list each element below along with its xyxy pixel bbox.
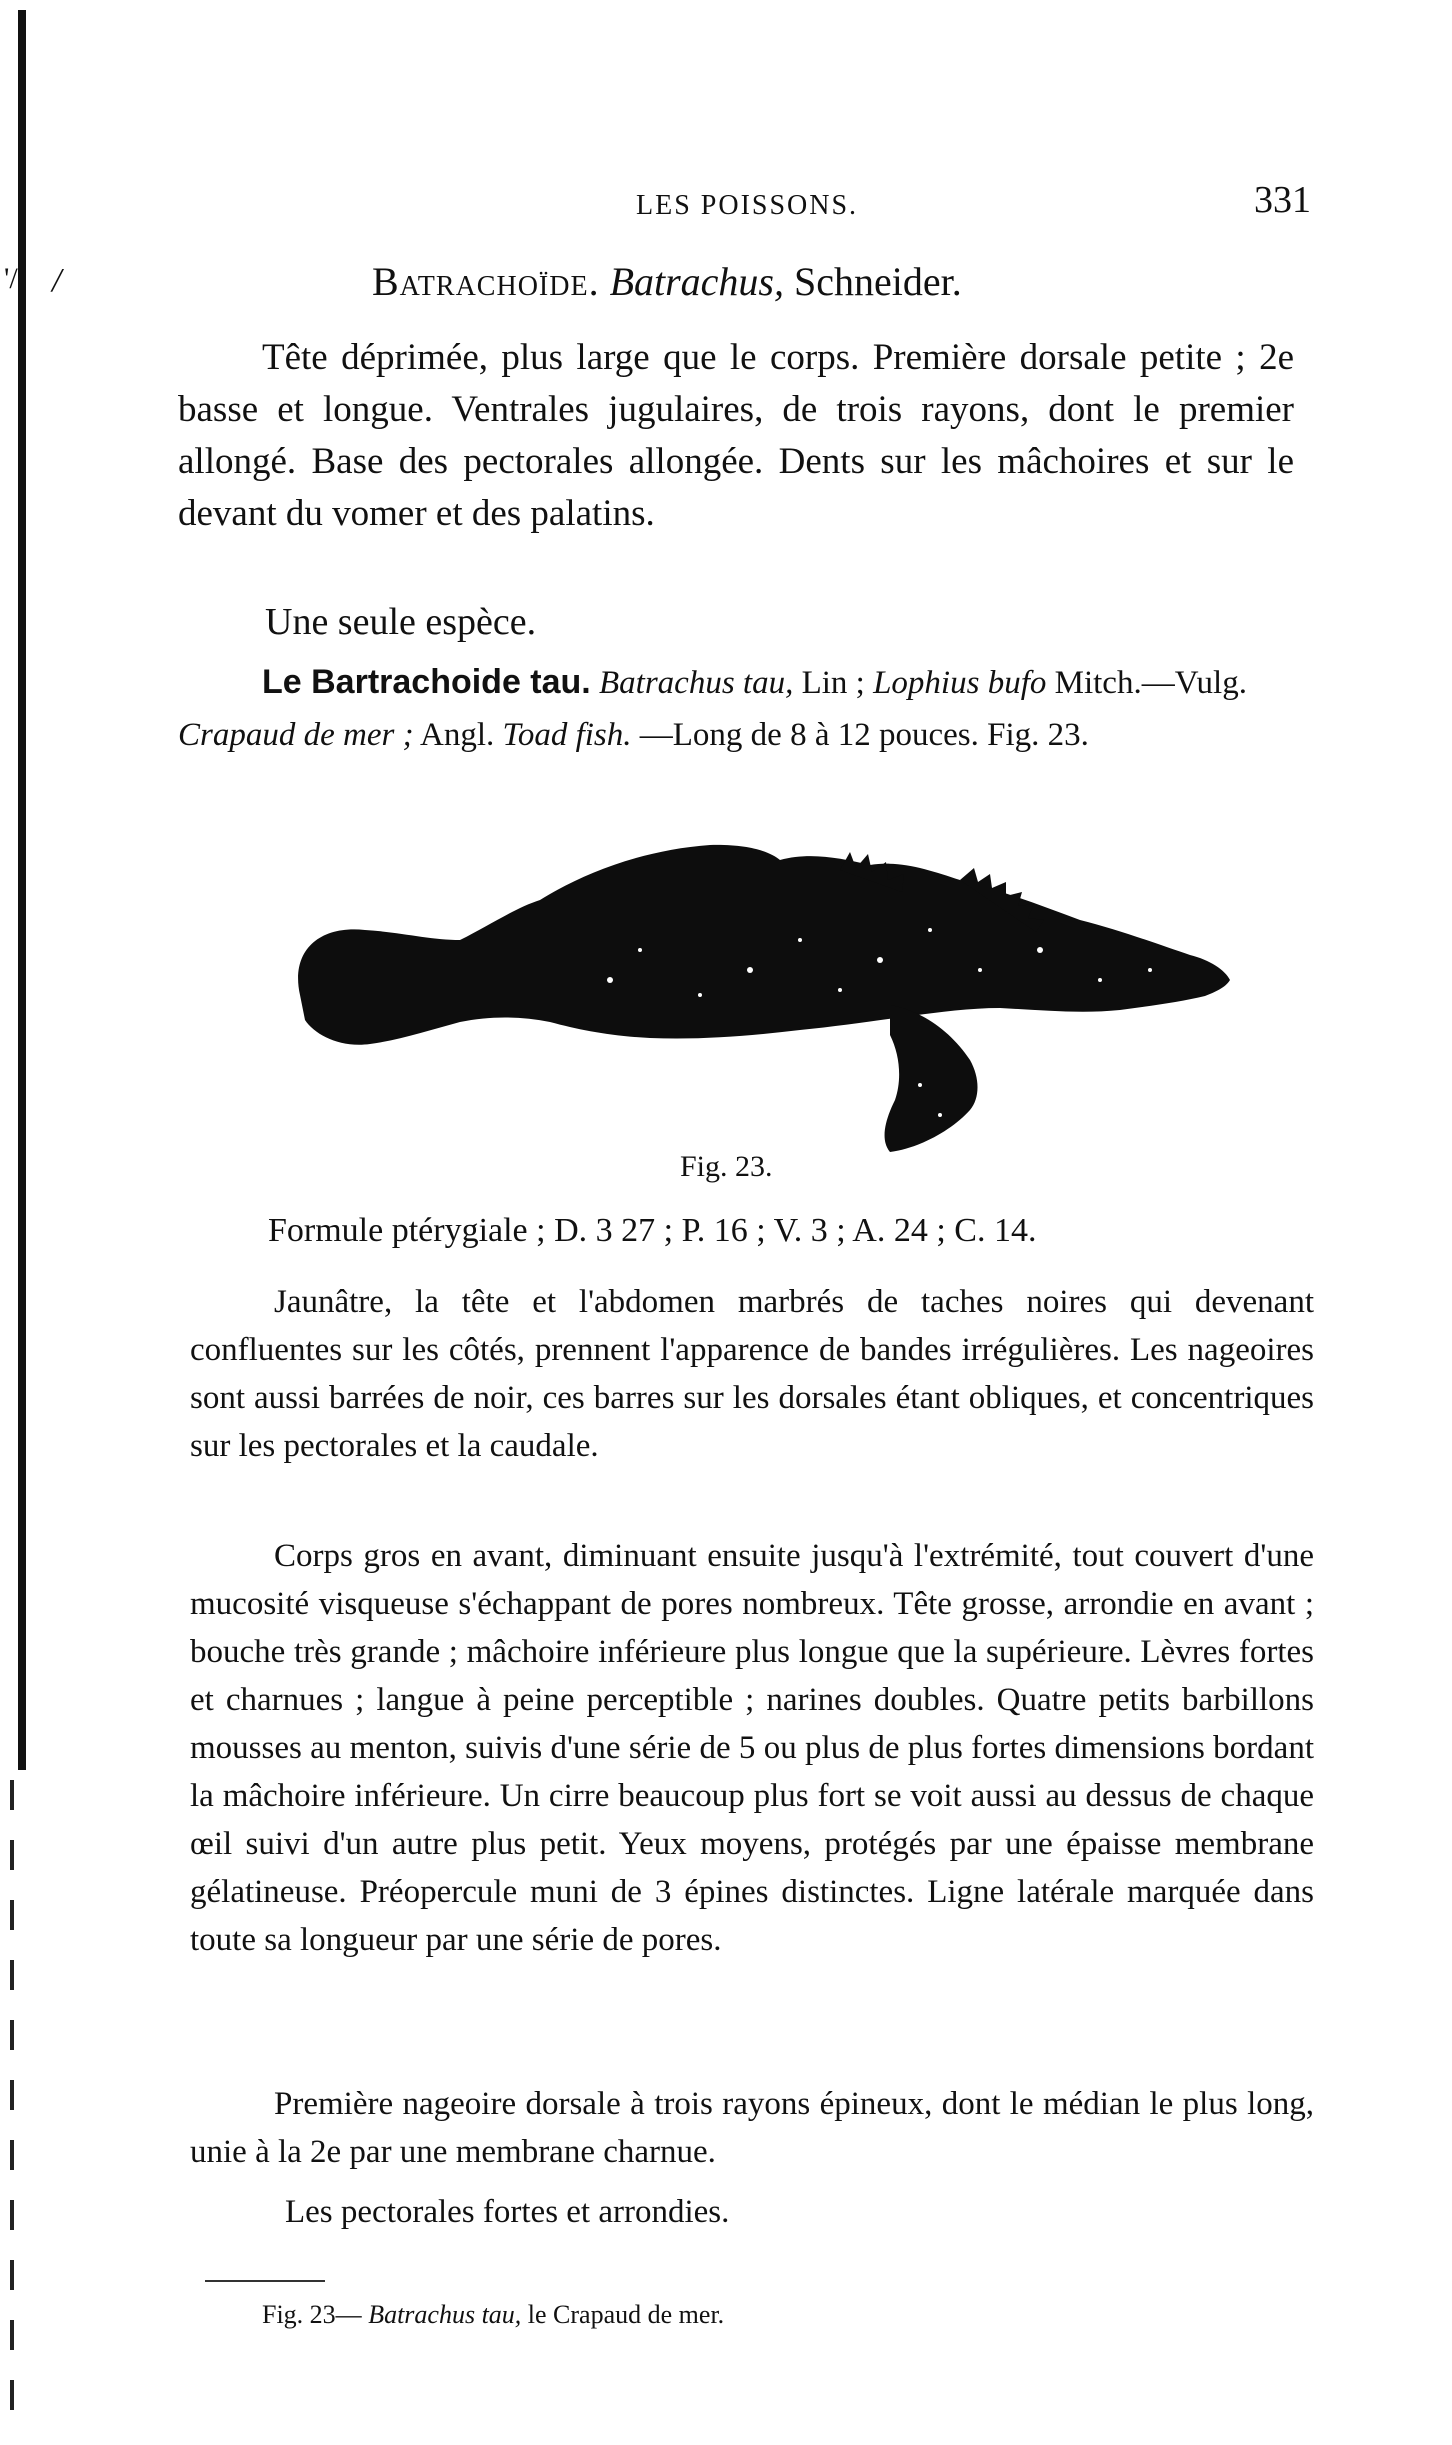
genus-description: Tête déprimée, plus large que le corps. Première dorsale petite ; 2e basse et longue. Ventrales jugulaires, de trois rayons, dont le premier allongé. Base des pectorales allongée. Dents sur les mâchoires et sur le devant du vomer et des palatins. xyxy=(178,337,1294,534)
running-title: LES POISSONS. xyxy=(636,190,859,221)
genus-french-name: Batrachoïde. xyxy=(372,259,600,304)
dorsal-fin-paragraph: Première nageoire dorsale à trois rayons épineux, dont le médian le plus long, unie à la 2e par une membrane charnue. xyxy=(190,2086,1314,2170)
figure-caption: Fig. 23. xyxy=(680,1150,773,1183)
species-synonym-2: Lophius bufo xyxy=(873,665,1047,701)
footnote-latin: Batrachus tau, xyxy=(368,2300,522,2329)
pterygial-formula: Formule ptérygiale ; D. 3 27 ; P. 16 ; V. 3 ; A. 24 ; C. 14. xyxy=(268,1212,1037,1249)
species-entry xyxy=(178,656,1294,761)
footnote-text: le Crapaud de mer. xyxy=(527,2300,725,2329)
species-vulgar-label: Mitch.—Vulg. xyxy=(1054,665,1247,701)
species-english-name: Toad fish. xyxy=(502,717,632,753)
anatomy-paragraph: Corps gros en avant, diminuant ensuite jusqu'à l'extrémité, tout couvert d'une mucosité visqueuse s'échappant de pores nombreux. Tête grosse, arrondie en avant ; bouche très grande ; mâchoire inférieure plus longue que la supérieure. Lèvres fortes et charnues ; langue à peine perceptible ; narines doubles. Quatre petits barbillons mousses au menton, suivis d'une série de 5 ou plus de plus fortes dimensions bordant la mâchoire inférieure. Un cirre beaucoup plus fort se voit aussi au dessus de chaque œil suivi d'un autre plus petit. Yeux moyens, protégés par une épaisse membrane gélatineuse. Préopercule muni de 3 épines distinctes. Ligne latérale marquée dans toute sa longueur par une série de pores. xyxy=(190,1538,1314,1958)
species-synonym-author-1: Lin ; xyxy=(801,665,865,701)
toadfish-illustration xyxy=(280,830,1260,1170)
fish-body xyxy=(298,845,1230,1045)
binding-edge-dashes xyxy=(10,1780,14,2430)
fish-silhouette xyxy=(298,845,1230,1152)
footnote xyxy=(262,2300,962,2330)
margin-mark-left: '/ xyxy=(4,262,18,295)
genus-heading xyxy=(372,258,1272,305)
species-synonym-1: Batrachus tau, xyxy=(599,665,794,701)
footnote-rule xyxy=(205,2280,325,2282)
species-length: —Long de 8 à 12 pouces. Fig. 23. xyxy=(639,717,1089,753)
binding-edge-line xyxy=(18,10,26,1770)
margin-mark-right: / xyxy=(52,262,62,299)
coloration-paragraph: Jaunâtre, la tête et l'abdomen marbrés de taches noires qui devenant confluentes sur les côtés, prennent l'apparence de bandes irrégulières. Les nageoires sont aussi barrées de noir, ces barres sur les dorsales étant obliques, et concentriques sur les pectorales et la caudale. xyxy=(190,1284,1314,1464)
footnote-prefix: Fig. 23— xyxy=(262,2300,362,2329)
species-name: Le Bartrachoide tau. xyxy=(262,663,591,701)
species-english-label: Angl. xyxy=(420,717,495,753)
species-vulgar-name: Crapaud de mer ; xyxy=(178,717,414,753)
pectoral-fin-paragraph: Les pectorales fortes et arrondies. xyxy=(285,2194,730,2230)
species-count: Une seule espèce. xyxy=(265,601,537,643)
page-number: 331 xyxy=(1254,179,1311,221)
genus-latin-name: Batrachus, xyxy=(609,259,784,304)
fish-pectoral-fin xyxy=(885,1005,978,1152)
genus-author: Schneider. xyxy=(794,259,962,304)
